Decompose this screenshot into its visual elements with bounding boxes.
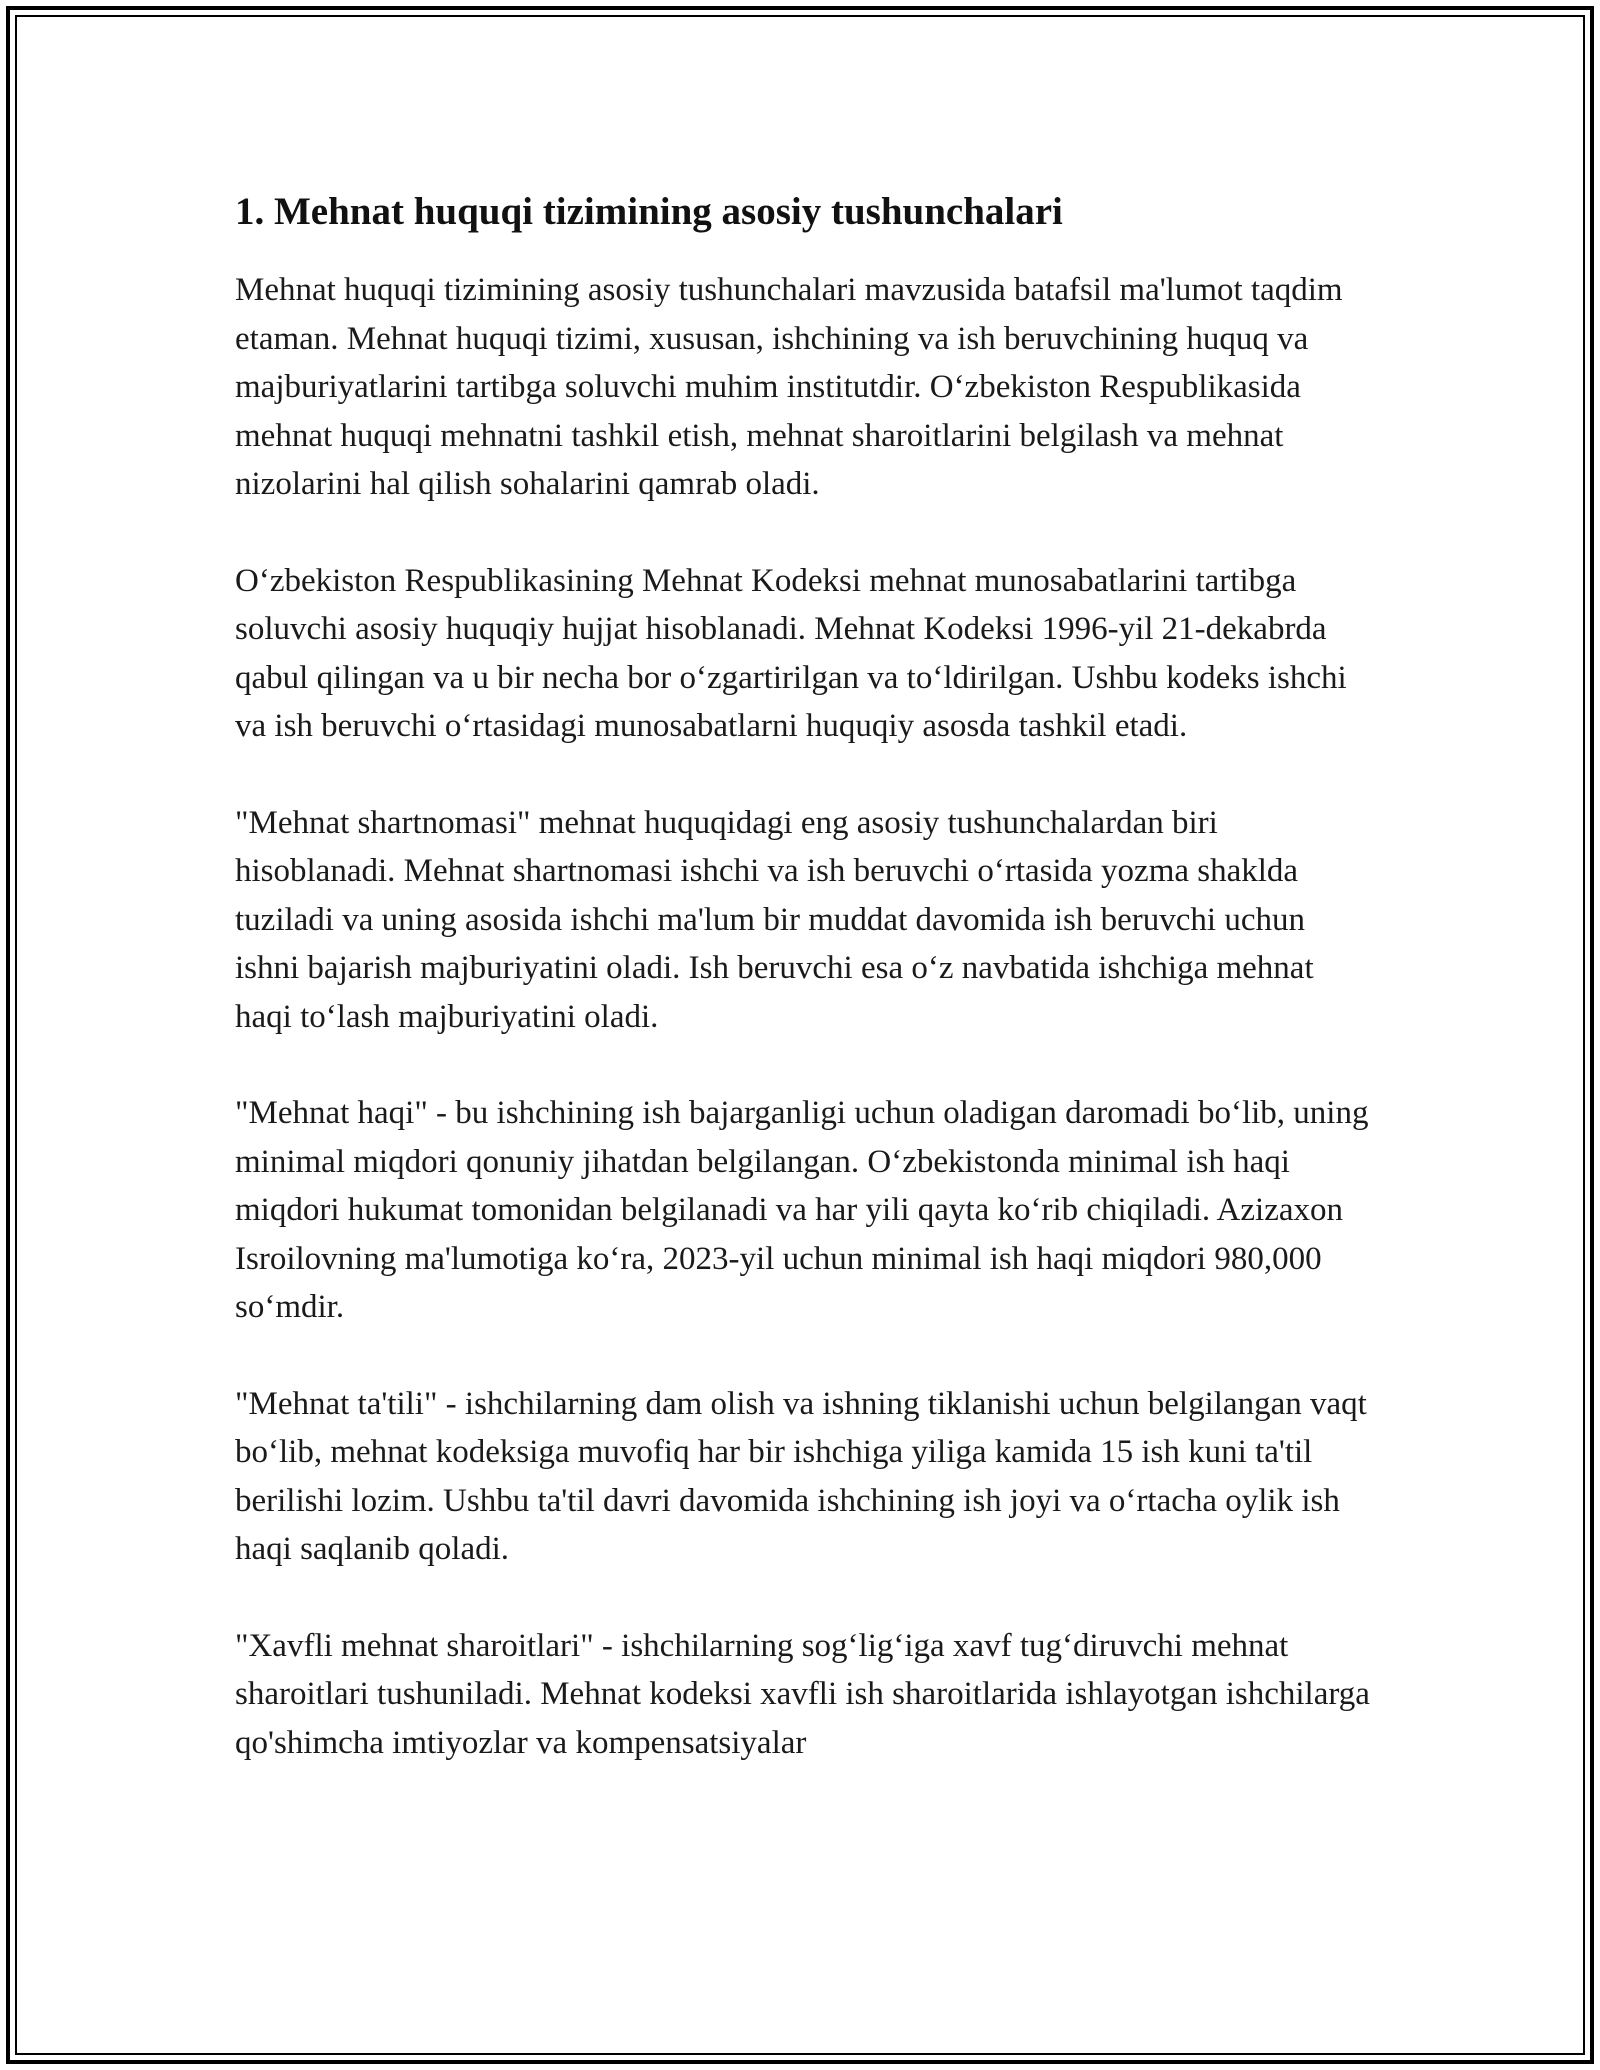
paragraph-wages: "Mehnat haqi" - bu ishchining ish bajarganligi uchun oladigan daromadi bo‘lib, uning minimal miqdori qonuniy jihatdan belgilangan. O‘zbekistonda minimal ish haqi miqdori hukumat tomonidan belgilanadi va har yili qayta ko‘rib chiqiladi. Azizaxon Isroilovning ma'lumotiga ko‘ra, 2023-yil uchun minimal ish haqi miqdori 980,000 so‘mdir. [235,1095,1369,1325]
paragraph-intro: Mehnat huquqi tizimining asosiy tushunchalari mavzusida batafsil ma'lumot taqdim etaman. Mehnat huquqi tizimi, xususan, ishchining va ish beruvchining huquq va majburiyatlarini tartibga soluvchi muhim institutdir. O‘zbekiston Respublikasida mehnat huquqi mehnatni tashkil etish, mehnat sharoitlarini belgilash va mehnat nizolarini hal qilish sohalarini qamrab oladi. [235,272,1343,502]
paragraph-hazardous-conditions: "Xavfli mehnat sharoitlari" - ishchilarning sog‘lig‘iga xavf tug‘diruvchi mehnat sharoitlari tushuniladi. Mehnat kodeksi xavfli ish sharoitlarida ishlayotgan ishchilarga qo'shimcha imtiyozlar va kompensatsiyalar [235,1627,1370,1761]
paragraph-labor-code: O‘zbekiston Respublikasining Mehnat Kodeksi mehnat munosabatlarini tartibga soluvchi asosiy huquqiy hujjat hisoblanadi. Mehnat Kodeksi 1996-yil 21-dekabrda qabul qilingan va u bir necha bor o‘zgartirilgan va to‘ldirilgan. Ushbu kodeks ishchi va ish beruvchi o‘rtasidagi munosabatlarni huquqiy asosda tashkil etadi. [235,562,1347,744]
document-body [235,186,1375,1815]
section-heading: 1. Mehnat huquqi tizimining asosiy tushunchalari [235,190,1063,233]
paragraph-vacation: "Mehnat ta'tili" - ishchilarning dam olish va ishning tiklanishi uchun belgilangan vaqt bo‘lib, mehnat kodeksiga muvofiq har bir ishchiga yiliga kamida 15 ish kuni ta'til berilishi lozim. Ushbu ta'til davri davomida ishchining ish joyi va o‘rtacha oylik ish haqi saqlanib qoladi. [235,1385,1367,1567]
paragraph-employment-contract: "Mehnat shartnomasi" mehnat huquqidagi eng asosiy tushunchalardan biri hisoblanadi. Mehnat shartnomasi ishchi va ish beruvchi o‘rtasida yozma shaklda tuziladi va uning asosida ishchi ma'lum bir muddat davomida ish beruvchi uchun ishni bajarish majburiyatini oladi. Ish beruvchi esa o‘z navbatida ishchiga mehnat haqi to‘lash majburiyatini oladi. [235,804,1314,1035]
